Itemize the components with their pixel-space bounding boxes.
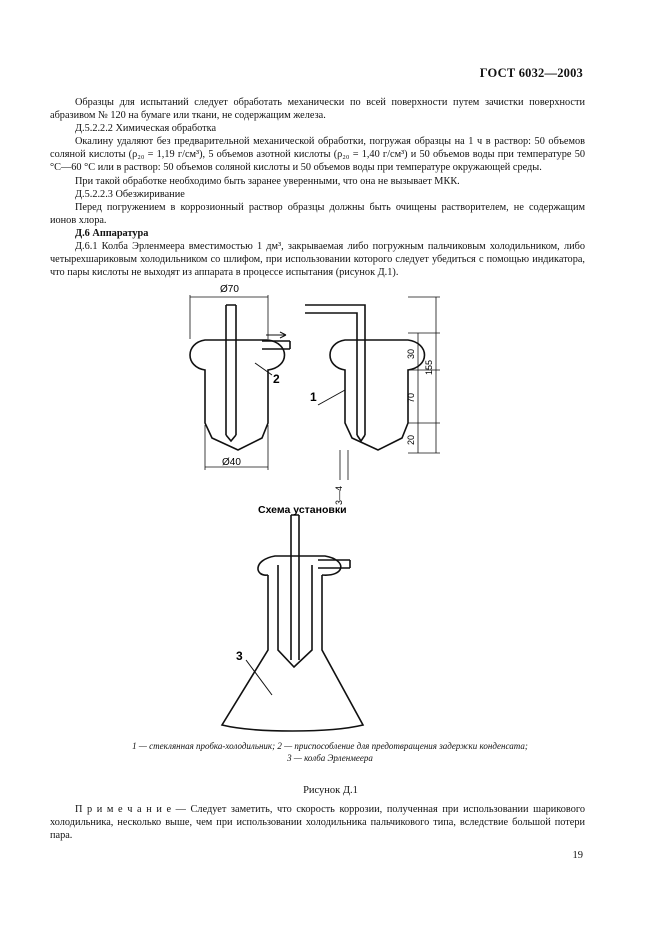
figure-caption	[70, 740, 590, 764]
scheme-side-pipe	[318, 560, 350, 568]
dim-20-label: 20	[406, 434, 416, 445]
dim-30-label: 30	[406, 348, 416, 359]
label-1: 1	[310, 390, 317, 404]
paragraph-machining: Образцы для испытаний следует обработать механически по всей поверхности путем зачистки поверхности абразивом № 120 на бумаге или ткани, не содержащим железа.	[50, 97, 585, 122]
dim-3-4-label: 3—4	[334, 485, 344, 505]
document-header: ГОСТ 6032—2003	[479, 66, 583, 80]
dim-top-label: Ø70	[220, 284, 239, 295]
scheme-title: Схема установки	[258, 504, 347, 516]
caption-line-1: 1 — стеклянная пробка-холодильник; 2 — приспособление для предотвращения задержки конденсата;	[132, 741, 528, 751]
left-inner-tube	[226, 305, 236, 435]
label-2: 2	[273, 372, 280, 386]
dim-155-label: 155	[424, 359, 434, 375]
right-bent-tube	[305, 305, 365, 435]
heading-chemical-treatment: Д.5.2.2.2 Химическая обработка	[75, 123, 217, 135]
note-paragraph: П р и м е ч а н и е — Следует заметить, что скорость коррозии, полученная при использовании шарикового холодильника, несколько выше, чем при использовании холодильника пальчикового типа, вследствие большой потери пара.	[50, 804, 585, 842]
paragraph-erlenmeyer: Д.6.1 Колба Эрленмеера вместимостью 1 дм³, закрываемая либо погружным пальчиковым холодильником, либо четырехшариковым холодильником со шлифом, при использовании которого следует убедиться с помощью индикатора, что пары кислоты не выходят из аппарата в процессе испытания (рисунок Д.1).	[50, 241, 585, 279]
body-text	[50, 96, 585, 279]
paragraph-mkk: При такой обработке необходимо быть заранее уверенными, что она не вызывает МКК.	[75, 175, 460, 187]
dim-70-label: 70	[406, 392, 416, 403]
heading-degreasing: Д.5.2.2.3 Обезжиривание	[75, 188, 185, 200]
page-number: 19	[572, 850, 583, 861]
figure-d1-drawing	[0, 275, 661, 745]
caption-line-2: 3 — колба Эрленмеера	[287, 753, 373, 763]
paragraph-degreasing: Перед погружением в коррозионный раствор образцы должны быть очищены растворителем, не содержащим ионов хлора.	[50, 201, 585, 226]
left-condenser-outline	[190, 340, 285, 450]
paragraph-scale-removal: Окалину удаляют без предварительной механической обработки, погружая образцы на 1 ч в раствор: 50 объемов соляной кислоты (ρ₂₀ = 1,19 г/см³), 5 объемов азотной кислоты (ρ₂₀ = 1,40 г/см³) и 50 объемов воды при температуре 50 °С—60 °С или в раствор: 50 объемов соляной кислоты и 50 объемов воды при температуре окружающей среды.	[50, 136, 585, 174]
dim-bottom-label: Ø40	[222, 457, 241, 468]
figure-title: Рисунок Д.1	[303, 785, 358, 796]
erlenmeyer-flask	[222, 575, 363, 731]
label-3: 3	[236, 649, 243, 663]
heading-apparatus: Д.6 Аппаратура	[75, 227, 149, 239]
scheme-inner-tube	[291, 515, 299, 660]
